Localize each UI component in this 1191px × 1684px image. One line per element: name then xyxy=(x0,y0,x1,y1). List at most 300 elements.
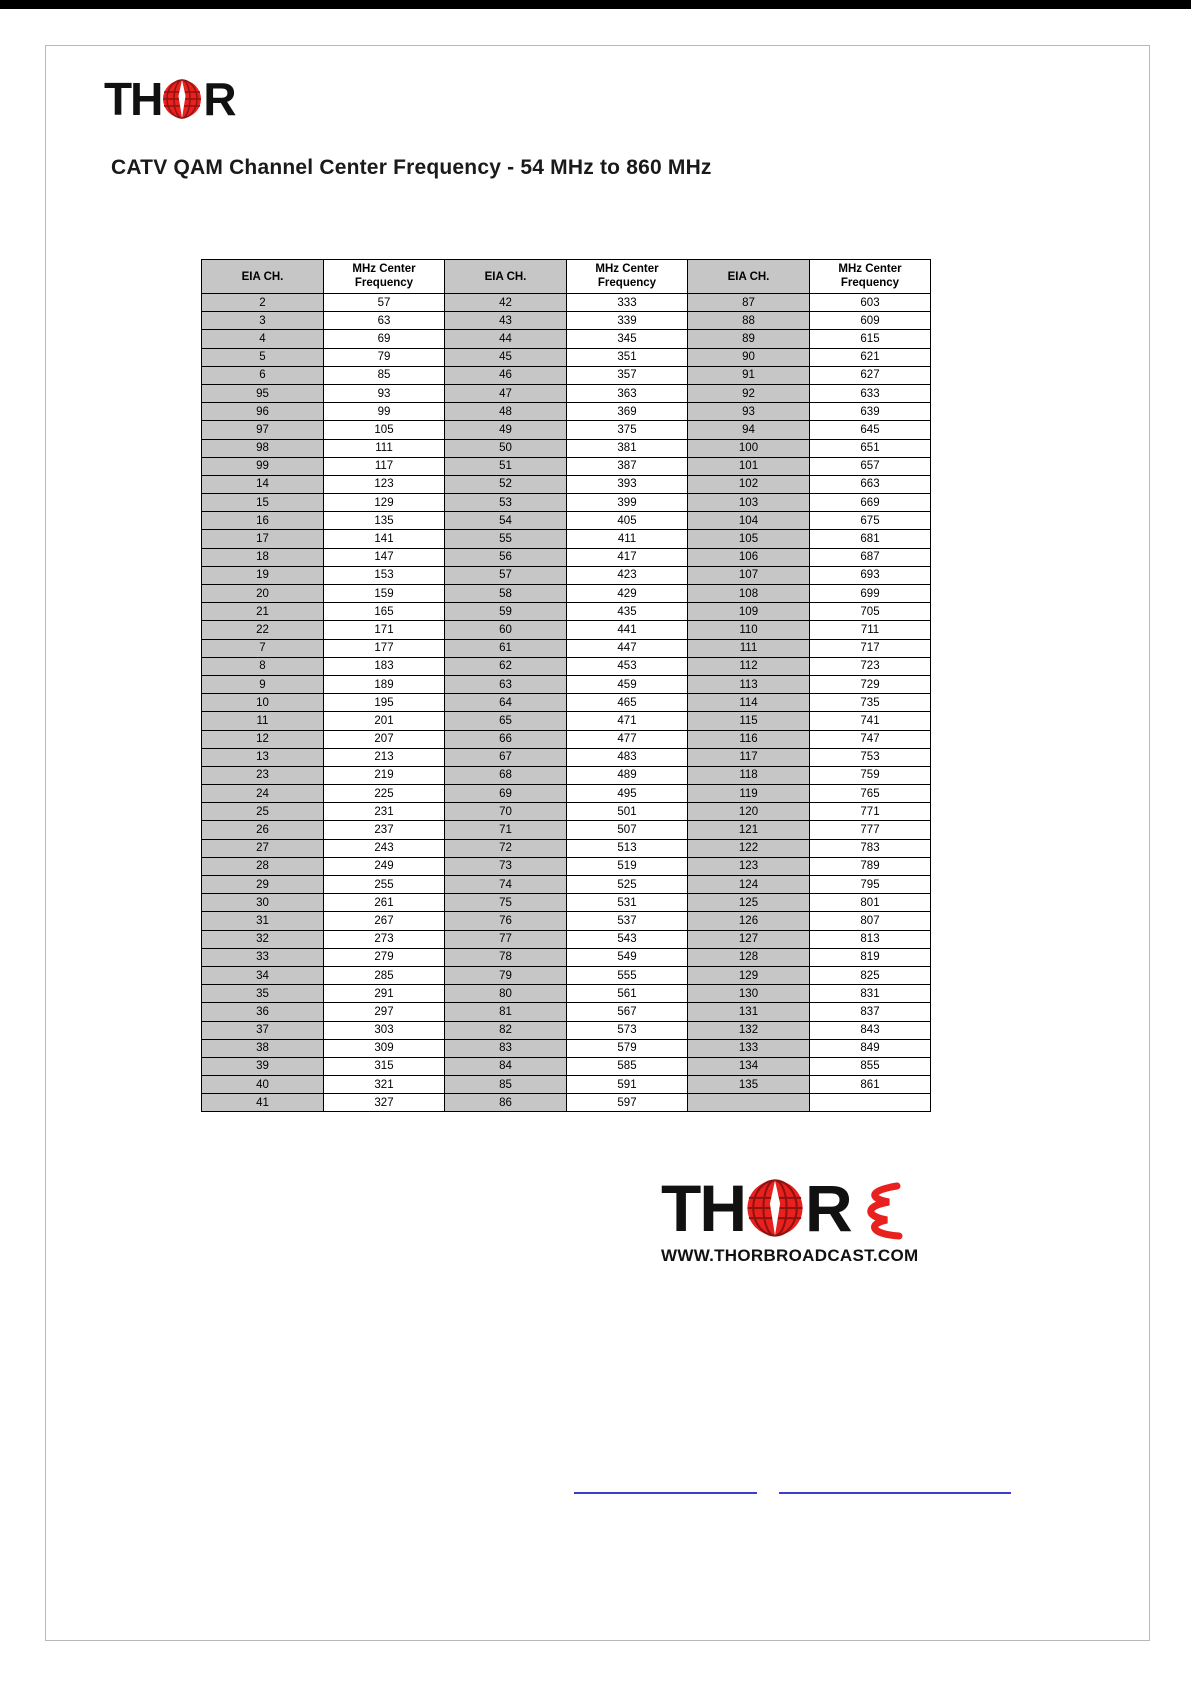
header-eia-ch: EIA CH. xyxy=(445,260,567,294)
frequency-cell: 159 xyxy=(324,585,445,603)
frequency-cell: 273 xyxy=(324,930,445,948)
eia-channel-cell: 129 xyxy=(688,966,810,984)
eia-channel-cell: 29 xyxy=(202,876,324,894)
frequency-cell: 177 xyxy=(324,639,445,657)
table-row xyxy=(202,639,931,657)
frequency-cell: 327 xyxy=(324,1094,445,1112)
eia-channel-cell: 120 xyxy=(688,803,810,821)
frequency-cell: 843 xyxy=(810,1021,931,1039)
frequency-cell: 387 xyxy=(567,457,688,475)
header-mhz-freq xyxy=(567,260,688,294)
frequency-cell: 795 xyxy=(810,876,931,894)
frequency-cell: 429 xyxy=(567,585,688,603)
frequency-cell: 585 xyxy=(567,1057,688,1075)
frequency-cell: 477 xyxy=(567,730,688,748)
table-row xyxy=(202,1039,931,1057)
eia-channel-cell: 69 xyxy=(445,785,567,803)
table-row xyxy=(202,421,931,439)
eia-channel-cell: 107 xyxy=(688,566,810,584)
frequency-cell: 627 xyxy=(810,366,931,384)
frequency-cell: 441 xyxy=(567,621,688,639)
eia-channel-cell: 106 xyxy=(688,548,810,566)
frequency-cell: 525 xyxy=(567,876,688,894)
eia-channel-cell: 44 xyxy=(445,330,567,348)
header-mhz-freq-label: MHz Center Frequency xyxy=(595,262,659,289)
eia-channel-cell: 65 xyxy=(445,712,567,730)
frequency-cell: 837 xyxy=(810,1003,931,1021)
frequency-cell: 735 xyxy=(810,694,931,712)
eia-channel-cell: 4 xyxy=(202,330,324,348)
frequency-cell: 381 xyxy=(567,439,688,457)
eia-channel-cell: 22 xyxy=(202,621,324,639)
table-row xyxy=(202,876,931,894)
eia-channel-cell: 81 xyxy=(445,1003,567,1021)
eia-channel-cell: 6 xyxy=(202,366,324,384)
eia-channel-cell: 124 xyxy=(688,876,810,894)
eia-channel-cell: 51 xyxy=(445,457,567,475)
frequency-cell: 85 xyxy=(324,366,445,384)
eia-channel-cell: 2 xyxy=(202,294,324,312)
frequency-cell: 609 xyxy=(810,312,931,330)
eia-channel-cell: 46 xyxy=(445,366,567,384)
frequency-cell: 207 xyxy=(324,730,445,748)
table-row xyxy=(202,839,931,857)
table-row xyxy=(202,912,931,930)
table-row xyxy=(202,857,931,875)
frequency-cell: 453 xyxy=(567,657,688,675)
frequency-cell: 321 xyxy=(324,1076,445,1094)
frequency-cell: 729 xyxy=(810,675,931,693)
frequency-cell: 165 xyxy=(324,603,445,621)
eia-channel-cell: 50 xyxy=(445,439,567,457)
eia-channel-cell: 74 xyxy=(445,876,567,894)
eia-channel-cell: 88 xyxy=(688,312,810,330)
eia-channel-cell: 7 xyxy=(202,639,324,657)
frequency-table-head xyxy=(202,260,931,294)
header-mhz-freq-label: MHz Center Frequency xyxy=(838,262,902,289)
frequency-cell: 57 xyxy=(324,294,445,312)
frequency-cell: 567 xyxy=(567,1003,688,1021)
frequency-cell: 447 xyxy=(567,639,688,657)
eia-channel-cell: 83 xyxy=(445,1039,567,1057)
eia-channel-cell: 116 xyxy=(688,730,810,748)
eia-channel-cell: 93 xyxy=(688,403,810,421)
eia-channel-cell: 73 xyxy=(445,857,567,875)
frequency-cell: 147 xyxy=(324,548,445,566)
frequency-cell: 651 xyxy=(810,439,931,457)
eia-channel-cell: 126 xyxy=(688,912,810,930)
frequency-cell: 183 xyxy=(324,657,445,675)
frequency-cell: 255 xyxy=(324,876,445,894)
frequency-cell: 513 xyxy=(567,839,688,857)
eia-channel-cell: 36 xyxy=(202,1003,324,1021)
frequency-cell: 135 xyxy=(324,512,445,530)
header-row xyxy=(202,260,931,294)
frequency-cell: 213 xyxy=(324,748,445,766)
eia-channel-cell: 10 xyxy=(202,694,324,712)
frequency-cell: 519 xyxy=(567,857,688,875)
table-row xyxy=(202,1094,931,1112)
eia-channel-cell: 5 xyxy=(202,348,324,366)
frequency-cell: 549 xyxy=(567,948,688,966)
frequency-cell: 669 xyxy=(810,494,931,512)
frequency-cell: 231 xyxy=(324,803,445,821)
table-row xyxy=(202,457,931,475)
frequency-cell: 777 xyxy=(810,821,931,839)
eia-channel-cell: 134 xyxy=(688,1057,810,1075)
table-row xyxy=(202,475,931,493)
logo-text-right: R xyxy=(804,1171,851,1245)
frequency-cell: 537 xyxy=(567,912,688,930)
eia-channel-cell: 59 xyxy=(445,603,567,621)
eia-channel-cell: 78 xyxy=(445,948,567,966)
frequency-cell: 861 xyxy=(810,1076,931,1094)
eia-channel-cell: 101 xyxy=(688,457,810,475)
eia-channel-cell: 119 xyxy=(688,785,810,803)
eia-channel-cell: 77 xyxy=(445,930,567,948)
table-row xyxy=(202,548,931,566)
eia-channel-cell: 62 xyxy=(445,657,567,675)
eia-channel-cell: 130 xyxy=(688,985,810,1003)
frequency-cell: 819 xyxy=(810,948,931,966)
eia-channel-cell: 3 xyxy=(202,312,324,330)
eia-channel-cell: 80 xyxy=(445,985,567,1003)
eia-channel-cell: 85 xyxy=(445,1076,567,1094)
eia-channel-cell: 61 xyxy=(445,639,567,657)
eia-channel-cell: 92 xyxy=(688,384,810,402)
frequency-cell: 489 xyxy=(567,766,688,784)
frequency-cell: 849 xyxy=(810,1039,931,1057)
eia-channel-cell: 115 xyxy=(688,712,810,730)
eia-channel-cell: 118 xyxy=(688,766,810,784)
eia-channel-cell: 97 xyxy=(202,421,324,439)
eia-channel-cell: 34 xyxy=(202,966,324,984)
eia-channel-cell: 70 xyxy=(445,803,567,821)
eia-channel-cell: 45 xyxy=(445,348,567,366)
header-eia-ch: EIA CH. xyxy=(202,260,324,294)
eia-channel-cell: 72 xyxy=(445,839,567,857)
eia-channel-cell: 102 xyxy=(688,475,810,493)
frequency-cell: 129 xyxy=(324,494,445,512)
frequency-cell: 561 xyxy=(567,985,688,1003)
frequency-cell: 369 xyxy=(567,403,688,421)
frequency-cell: 309 xyxy=(324,1039,445,1057)
eia-channel-cell: 125 xyxy=(688,894,810,912)
table-row xyxy=(202,585,931,603)
frequency-cell: 117 xyxy=(324,457,445,475)
frequency-cell: 279 xyxy=(324,948,445,966)
table-row xyxy=(202,403,931,421)
frequency-cell: 741 xyxy=(810,712,931,730)
eia-channel-cell: 48 xyxy=(445,403,567,421)
eia-channel-cell: 28 xyxy=(202,857,324,875)
eia-channel-cell: 21 xyxy=(202,603,324,621)
eia-channel-cell: 53 xyxy=(445,494,567,512)
link-underline-2[interactable] xyxy=(779,1492,1011,1494)
frequency-cell: 393 xyxy=(567,475,688,493)
document-page xyxy=(45,45,1150,1641)
eia-channel-cell: 54 xyxy=(445,512,567,530)
frequency-cell: 573 xyxy=(567,1021,688,1039)
frequency-cell: 555 xyxy=(567,966,688,984)
frequency-cell: 225 xyxy=(324,785,445,803)
frequency-cell: 471 xyxy=(567,712,688,730)
red-squiggle-icon xyxy=(861,1180,903,1242)
frequency-cell: 63 xyxy=(324,312,445,330)
frequency-cell: 357 xyxy=(567,366,688,384)
eia-channel-cell: 87 xyxy=(688,294,810,312)
table-row xyxy=(202,1057,931,1075)
frequency-cell: 855 xyxy=(810,1057,931,1075)
frequency-cell: 711 xyxy=(810,621,931,639)
table-row xyxy=(202,948,931,966)
frequency-cell: 465 xyxy=(567,694,688,712)
eia-channel-cell: 37 xyxy=(202,1021,324,1039)
eia-channel-cell: 82 xyxy=(445,1021,567,1039)
eia-channel-cell: 32 xyxy=(202,930,324,948)
eia-channel-cell: 64 xyxy=(445,694,567,712)
frequency-table xyxy=(201,259,931,1112)
eia-channel-cell: 95 xyxy=(202,384,324,402)
frequency-cell: 363 xyxy=(567,384,688,402)
table-row xyxy=(202,712,931,730)
eia-channel-cell: 18 xyxy=(202,548,324,566)
eia-channel-cell: 89 xyxy=(688,330,810,348)
eia-channel-cell: 41 xyxy=(202,1094,324,1112)
table-row xyxy=(202,930,931,948)
frequency-cell: 807 xyxy=(810,912,931,930)
frequency-cell: 237 xyxy=(324,821,445,839)
eia-channel-cell: 47 xyxy=(445,384,567,402)
frequency-cell: 405 xyxy=(567,512,688,530)
eia-channel-cell: 43 xyxy=(445,312,567,330)
frequency-cell: 723 xyxy=(810,657,931,675)
frequency-cell: 339 xyxy=(567,312,688,330)
table-row xyxy=(202,603,931,621)
eia-channel-cell: 123 xyxy=(688,857,810,875)
eia-channel-cell: 135 xyxy=(688,1076,810,1094)
table-row xyxy=(202,1021,931,1039)
frequency-cell: 111 xyxy=(324,439,445,457)
eia-channel-cell: 99 xyxy=(202,457,324,475)
frequency-cell: 285 xyxy=(324,966,445,984)
logo-text-left: TH xyxy=(104,73,162,125)
eia-channel-cell: 20 xyxy=(202,585,324,603)
table-row xyxy=(202,694,931,712)
eia-channel-cell: 24 xyxy=(202,785,324,803)
eia-channel-cell: 79 xyxy=(445,966,567,984)
frequency-cell: 603 xyxy=(810,294,931,312)
frequency-cell: 333 xyxy=(567,294,688,312)
frequency-cell: 789 xyxy=(810,857,931,875)
table-row xyxy=(202,766,931,784)
eia-channel-cell: 71 xyxy=(445,821,567,839)
eia-channel-cell: 39 xyxy=(202,1057,324,1075)
eia-channel-cell: 55 xyxy=(445,530,567,548)
eia-channel-cell: 114 xyxy=(688,694,810,712)
frequency-cell: 717 xyxy=(810,639,931,657)
thor-logo-top xyxy=(104,73,235,125)
eia-channel-cell: 9 xyxy=(202,675,324,693)
eia-channel-cell: 17 xyxy=(202,530,324,548)
frequency-cell: 219 xyxy=(324,766,445,784)
website-text: WWW.THORBROADCAST.COM xyxy=(661,1246,919,1265)
frequency-cell: 831 xyxy=(810,985,931,1003)
frequency-cell: 813 xyxy=(810,930,931,948)
table-row xyxy=(202,530,931,548)
table-row xyxy=(202,1076,931,1094)
eia-channel-cell: 68 xyxy=(445,766,567,784)
link-underline-1[interactable] xyxy=(574,1492,757,1494)
table-row xyxy=(202,312,931,330)
frequency-cell: 531 xyxy=(567,894,688,912)
frequency-cell: 639 xyxy=(810,403,931,421)
frequency-cell: 771 xyxy=(810,803,931,821)
header-mhz-freq-label: MHz Center Frequency xyxy=(352,262,416,289)
frequency-cell xyxy=(810,1094,931,1112)
eia-channel-cell: 33 xyxy=(202,948,324,966)
eia-channel-cell: 112 xyxy=(688,657,810,675)
frequency-cell: 201 xyxy=(324,712,445,730)
eia-channel-cell: 49 xyxy=(445,421,567,439)
eia-channel-cell: 108 xyxy=(688,585,810,603)
logo-text-right: R xyxy=(203,73,235,125)
eia-channel-cell: 56 xyxy=(445,548,567,566)
eia-channel-cell: 26 xyxy=(202,821,324,839)
table-row xyxy=(202,966,931,984)
eia-channel-cell: 96 xyxy=(202,403,324,421)
eia-channel-cell: 58 xyxy=(445,585,567,603)
table-row xyxy=(202,348,931,366)
eia-channel-cell: 122 xyxy=(688,839,810,857)
frequency-cell: 753 xyxy=(810,748,931,766)
frequency-cell: 597 xyxy=(567,1094,688,1112)
frequency-cell: 249 xyxy=(324,857,445,875)
frequency-cell: 681 xyxy=(810,530,931,548)
eia-channel-cell: 113 xyxy=(688,675,810,693)
eia-channel-cell: 109 xyxy=(688,603,810,621)
table-row xyxy=(202,730,931,748)
eia-channel-cell: 76 xyxy=(445,912,567,930)
frequency-cell: 375 xyxy=(567,421,688,439)
eia-channel-cell: 14 xyxy=(202,475,324,493)
eia-channel-cell: 117 xyxy=(688,748,810,766)
frequency-cell: 663 xyxy=(810,475,931,493)
frequency-cell: 765 xyxy=(810,785,931,803)
thor-logo-bottom xyxy=(661,1171,903,1245)
table-row xyxy=(202,894,931,912)
frequency-cell: 195 xyxy=(324,694,445,712)
eia-channel-cell: 31 xyxy=(202,912,324,930)
frequency-cell: 303 xyxy=(324,1021,445,1039)
eia-channel-cell: 91 xyxy=(688,366,810,384)
eia-channel-cell: 11 xyxy=(202,712,324,730)
eia-channel-cell: 131 xyxy=(688,1003,810,1021)
frequency-cell: 123 xyxy=(324,475,445,493)
frequency-cell: 657 xyxy=(810,457,931,475)
header-mhz-freq xyxy=(810,260,931,294)
frequency-cell: 261 xyxy=(324,894,445,912)
frequency-cell: 423 xyxy=(567,566,688,584)
frequency-cell: 693 xyxy=(810,566,931,584)
frequency-cell: 699 xyxy=(810,585,931,603)
header-eia-ch: EIA CH. xyxy=(688,260,810,294)
eia-channel-cell: 63 xyxy=(445,675,567,693)
table-row xyxy=(202,803,931,821)
frequency-cell: 675 xyxy=(810,512,931,530)
frequency-cell: 79 xyxy=(324,348,445,366)
eia-channel-cell: 66 xyxy=(445,730,567,748)
eia-channel-cell: 98 xyxy=(202,439,324,457)
logo-text-left: TH xyxy=(661,1171,745,1245)
table-row xyxy=(202,785,931,803)
table-row xyxy=(202,294,931,312)
eia-channel-cell: 25 xyxy=(202,803,324,821)
eia-channel-cell: 86 xyxy=(445,1094,567,1112)
table-row xyxy=(202,657,931,675)
frequency-cell: 687 xyxy=(810,548,931,566)
eia-channel-cell: 84 xyxy=(445,1057,567,1075)
frequency-cell: 315 xyxy=(324,1057,445,1075)
frequency-cell: 747 xyxy=(810,730,931,748)
table-row xyxy=(202,566,931,584)
frequency-cell: 633 xyxy=(810,384,931,402)
table-row xyxy=(202,821,931,839)
frequency-cell: 783 xyxy=(810,839,931,857)
frequency-cell: 579 xyxy=(567,1039,688,1057)
eia-channel-cell: 75 xyxy=(445,894,567,912)
eia-channel-cell: 30 xyxy=(202,894,324,912)
frequency-cell: 501 xyxy=(567,803,688,821)
eia-channel-cell: 19 xyxy=(202,566,324,584)
table-row xyxy=(202,621,931,639)
eia-channel-cell: 127 xyxy=(688,930,810,948)
eia-channel-cell: 12 xyxy=(202,730,324,748)
frequency-cell: 543 xyxy=(567,930,688,948)
page-title: CATV QAM Channel Center Frequency - 54 MHz to 860 MHz xyxy=(111,156,712,179)
table-row xyxy=(202,494,931,512)
table-row xyxy=(202,985,931,1003)
eia-channel-cell: 132 xyxy=(688,1021,810,1039)
frequency-cell: 141 xyxy=(324,530,445,548)
table-row xyxy=(202,1003,931,1021)
eia-channel-cell: 35 xyxy=(202,985,324,1003)
globe-icon xyxy=(162,79,202,119)
frequency-cell: 69 xyxy=(324,330,445,348)
table-row xyxy=(202,439,931,457)
frequency-cell: 105 xyxy=(324,421,445,439)
frequency-cell: 435 xyxy=(567,603,688,621)
frequency-cell: 291 xyxy=(324,985,445,1003)
eia-channel-cell: 100 xyxy=(688,439,810,457)
table-row xyxy=(202,366,931,384)
eia-channel-cell: 94 xyxy=(688,421,810,439)
eia-channel-cell: 15 xyxy=(202,494,324,512)
globe-icon xyxy=(746,1179,804,1237)
eia-channel-cell: 16 xyxy=(202,512,324,530)
frequency-cell: 507 xyxy=(567,821,688,839)
frequency-cell: 99 xyxy=(324,403,445,421)
thor-logo-bottom-block xyxy=(661,1171,951,1266)
eia-channel-cell: 90 xyxy=(688,348,810,366)
frequency-cell: 189 xyxy=(324,675,445,693)
frequency-cell: 171 xyxy=(324,621,445,639)
eia-channel-cell: 105 xyxy=(688,530,810,548)
frequency-cell: 399 xyxy=(567,494,688,512)
eia-channel-cell: 40 xyxy=(202,1076,324,1094)
frequency-cell: 243 xyxy=(324,839,445,857)
eia-channel-cell: 13 xyxy=(202,748,324,766)
